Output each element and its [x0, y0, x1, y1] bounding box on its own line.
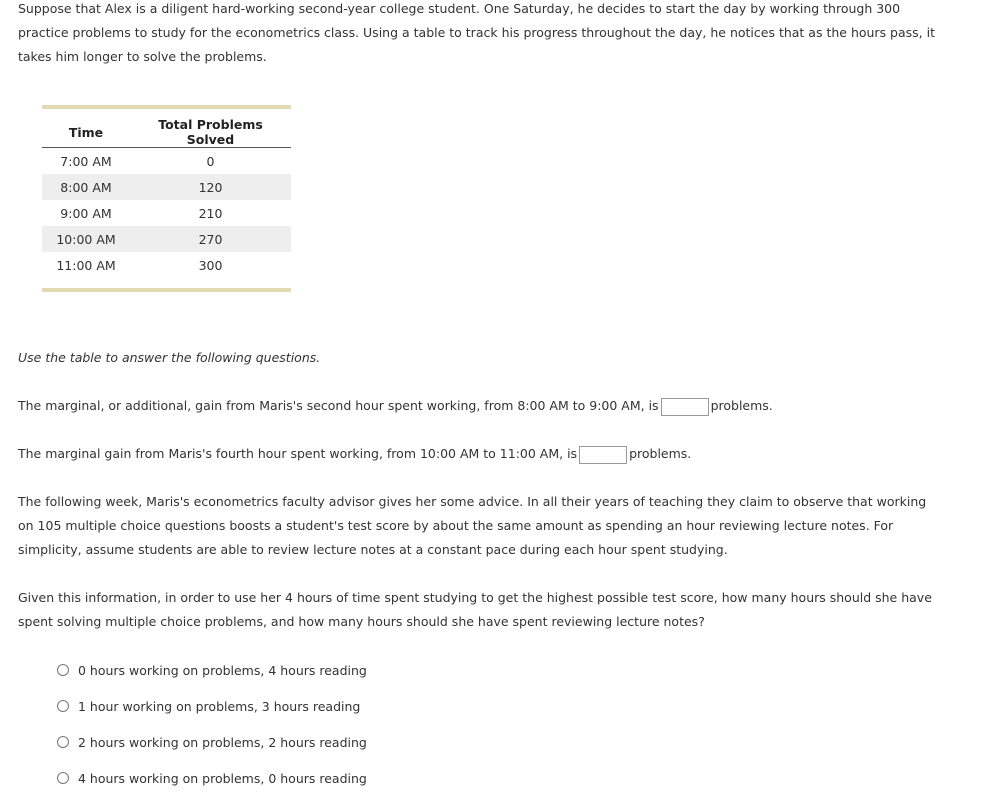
- question-fourth-hour-suffix: problems.: [629, 446, 692, 461]
- problems-cell: 210: [198, 205, 223, 221]
- option-label: 0 hours working on problems, 4 hours reading: [78, 662, 367, 678]
- time-cell: 11:00 AM: [56, 257, 116, 273]
- table-row: [42, 226, 291, 252]
- fourth-hour-gain-input[interactable]: [579, 446, 627, 464]
- advice-paragraph: The following week, Maris's econometrics faculty advisor gives her some advice. In all their years of teaching they claim to observe that working on 105 multiple choice questions boosts a student's test score by about the same amount as spending an hour reviewing lecture notes. For simplicity, assume students are able to review lecture notes at a constant pace during each hour spent studying.: [18, 494, 927, 557]
- time-cell: 9:00 AM: [60, 205, 112, 221]
- radio-button[interactable]: [57, 772, 69, 784]
- question-fourth-hour-prefix: The marginal gain from Maris's fourth hour spent working, from 10:00 AM to 11:00 AM, is: [18, 446, 578, 461]
- option-label: 4 hours working on problems, 0 hours reading: [78, 770, 367, 786]
- option-0-4[interactable]: [57, 652, 367, 688]
- radio-button[interactable]: [57, 736, 69, 748]
- progress-table: [42, 105, 291, 292]
- table-row: [42, 200, 291, 226]
- table-row: [42, 174, 291, 200]
- second-hour-gain-input[interactable]: [661, 398, 709, 416]
- time-cell: 10:00 AM: [42, 226, 130, 252]
- table-row: [42, 148, 291, 175]
- option-4-0[interactable]: [57, 760, 367, 796]
- intro-paragraph: Suppose that Alex is a diligent hard-working second-year college student. One Saturday, he decides to start the day by working through 300 practice problems to study for the econometrics class. Using a table to track his progress throughout the day, he notices that as the hours pass, it takes him longer to solve the problems.: [18, 1, 935, 64]
- problems-cell: 270: [130, 226, 291, 252]
- option-2-2[interactable]: [57, 724, 367, 760]
- radio-button[interactable]: [57, 664, 69, 676]
- option-label: 1 hour working on problems, 3 hours reading: [78, 698, 361, 714]
- question-second-hour-suffix: problems.: [710, 398, 773, 413]
- radio-button[interactable]: [57, 700, 69, 712]
- problems-cell: 120: [130, 174, 291, 200]
- instruction-text: Use the table to answer the following questions.: [18, 350, 321, 365]
- answer-options: [57, 652, 367, 796]
- problems-cell: 0: [206, 153, 215, 169]
- table-header-row: [42, 117, 291, 148]
- question-second-hour: [18, 394, 938, 418]
- allocation-question: Given this information, in order to use her 4 hours of time spent studying to get the highest possible test score, how many hours should she have spent solving multiple choice problems, and how many hours should she have spent reviewing lecture notes?: [18, 590, 932, 629]
- column-header-time: Time: [42, 117, 130, 148]
- option-1-3[interactable]: [57, 688, 367, 724]
- question-fourth-hour: [18, 442, 938, 466]
- time-cell: 8:00 AM: [42, 174, 130, 200]
- problems-cell: 300: [198, 257, 223, 273]
- column-header-total-problems: Total Problems Solved: [130, 117, 291, 148]
- option-label: 2 hours working on problems, 2 hours reading: [78, 734, 367, 750]
- question-second-hour-prefix: The marginal, or additional, gain from Maris's second hour spent working, from 8:00 AM to 9:00 AM, is: [18, 398, 659, 413]
- table-row: [42, 252, 291, 278]
- time-cell: 7:00 AM: [60, 153, 112, 169]
